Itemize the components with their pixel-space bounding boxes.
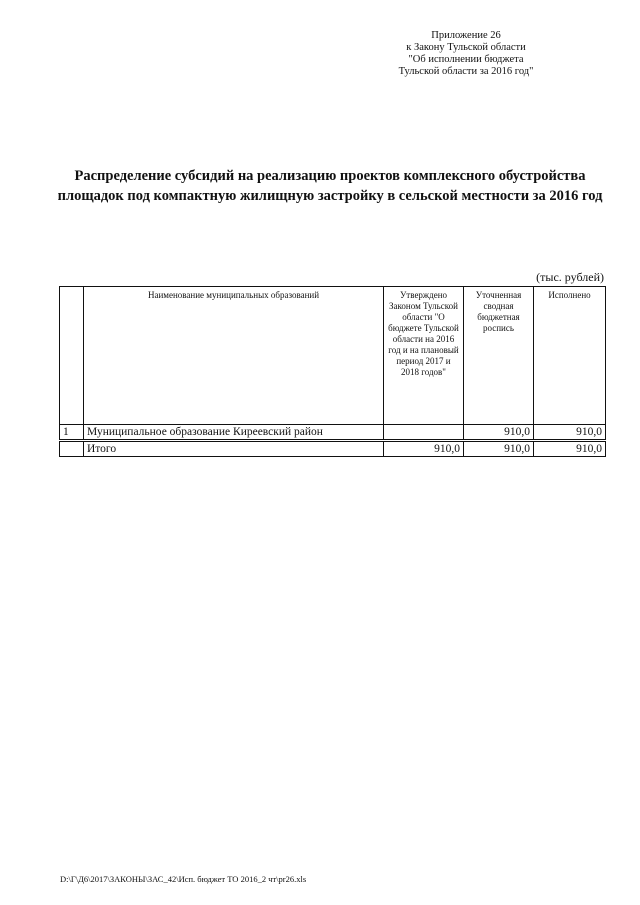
appendix-line-4: Тульской области за 2016 год": [398, 66, 534, 77]
total-executed: 910,0: [534, 441, 606, 457]
total-name: Итого: [84, 441, 384, 457]
document-title: [40, 166, 620, 206]
header-index: [60, 287, 84, 425]
appendix-line-3: "Об исполнении бюджета: [408, 54, 524, 65]
row-approved: [384, 425, 464, 441]
header-executed: Исполнено: [534, 287, 606, 425]
appendix-header: [366, 30, 566, 78]
table-row: [60, 425, 606, 441]
total-row: [60, 441, 606, 457]
total-revised: 910,0: [464, 441, 534, 457]
title-line-1: Распределение субсидий на реализацию проектов комплексного обустройства: [74, 168, 586, 184]
table-header-row: [60, 287, 606, 425]
file-path-footer: D:\Г\Д6\2017\ЗАКОНЫ\ЗАС_42\Исп. бюджет ТО 2016_2 чт\pr26.xls: [60, 874, 307, 884]
appendix-line-1: Приложение 26: [431, 30, 501, 41]
total-approved: 910,0: [384, 441, 464, 457]
units-label: (тыс. рублей): [536, 270, 604, 284]
subsidy-table: [59, 286, 606, 457]
header-revised: Уточненная сводная бюджетная роспись: [464, 287, 534, 425]
total-index: [60, 441, 84, 457]
row-name: Муниципальное образование Киреевский район: [84, 425, 384, 441]
header-approved: Утверждено Законом Тульской области "О бюджете Тульской области на 2016 год и на плановый период 2017 и 2018 годов": [384, 287, 464, 425]
appendix-line-2: к Закону Тульской области: [406, 42, 526, 53]
title-line-2: площадок под компактную жилищную застройку в сельской местности за 2016 год: [57, 188, 603, 204]
row-revised: 910,0: [464, 425, 534, 441]
header-name: Наименование муниципальных образований: [84, 287, 384, 425]
row-index: 1: [60, 425, 84, 441]
row-executed: 910,0: [534, 425, 606, 441]
